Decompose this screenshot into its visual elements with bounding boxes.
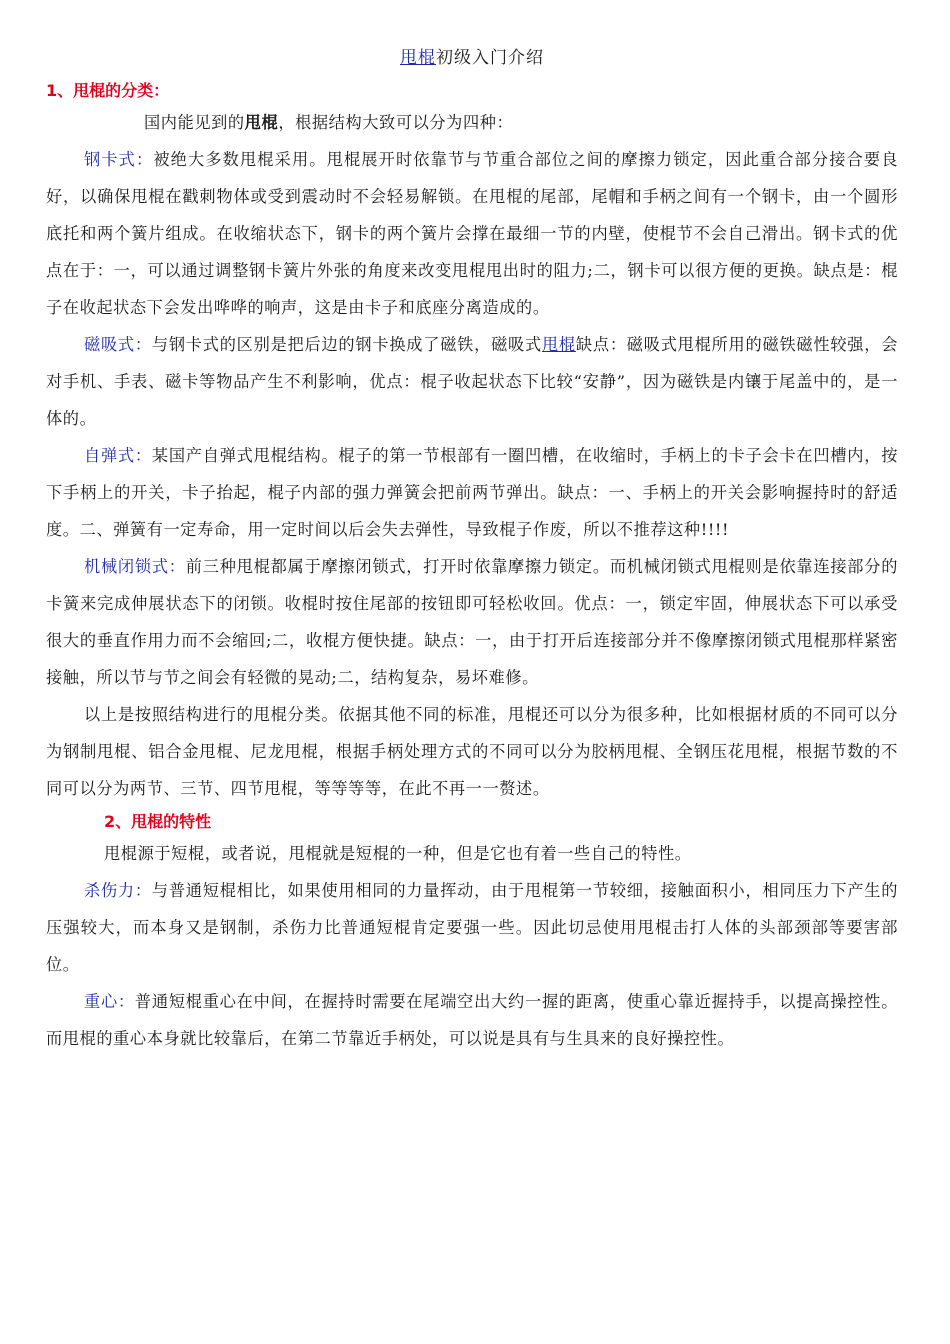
magnetic-link[interactable]: 甩棍 [541, 335, 576, 354]
magnetic-text-a: 与钢卡式的区别是把后边的钢卡换成了磁铁，磁吸式 [151, 335, 542, 354]
paragraph-spring [46, 437, 898, 548]
term-lethality: 杀伤力： [84, 881, 152, 900]
title-text: 初级入门介绍 [436, 48, 544, 68]
term-magnetic: 磁吸式： [84, 335, 152, 354]
paragraph-magnetic [46, 326, 898, 437]
intro-text-a: 国内能见到的 [144, 113, 245, 132]
term-gravity: 重心： [84, 992, 135, 1011]
section-2-heading: 2、甩棍的特性 [104, 812, 212, 831]
section-2-intro: 甩棍源于短棍，或者说，甩棍就是短棍的一种，但是它也有着一些自己的特性。 [104, 844, 692, 863]
spring-text: 某国产自弹式甩棍结构。棍子的第一节根部有一圈凹槽，在收缩时，手柄上的卡子会卡在凹槽内，按下手柄上的开关，卡子抬起，棍子内部的强力弹簧会把前两节弹出。缺点：一、手柄上的开关会影响握持时的舒适度。二、弹簧有一定寿命，用一定时间以后会失去弹性，导致棍子作废，所以不推荐这种!!!! [46, 446, 898, 539]
mechanical-text: 前三种甩棍都属于摩擦闭锁式，打开时依靠摩擦力锁定。而机械闭锁式甩棍则是依靠连接部分的卡簧来完成伸展状态下的闭锁。收棍时按住尾部的按钮即可轻松收回。优点：一，锁定牢固，伸展状态下可以承受很大的垂直作用力而不会缩回;二，收棍方便快捷。缺点：一，由于打开后连接部分并不像摩擦闭锁式甩棍那样紧密接触，所以节与节之间会有轻微的晃动;二，结构复杂，易坏难修。 [46, 557, 898, 687]
gravity-text: 普通短棍重心在中间，在握持时需要在尾端空出大约一握的距离，使重心靠近握持手，以提高操控性。而甩棍的重心本身就比较靠后，在第二节靠近手柄处，可以说是具有与生具来的良好操控性。 [46, 992, 898, 1048]
section-1-heading: 1、甩棍的分类： [46, 81, 170, 100]
intro-bold-term: 甩棍 [244, 113, 279, 132]
section-1-intro [46, 104, 898, 141]
paragraph-summary: 以上是按照结构进行的甩棍分类。依据其他不同的标准，甩棍还可以分为很多种，比如根据材质的不同可以分为钢制甩棍、铝合金甩棍、尼龙甩棍，根据手柄处理方式的不同可以分为胶柄甩棍、全钢压花甩棍，根据节数的不同可以分为两节、三节、四节甩棍，等等等等，在此不再一一赘述。 [46, 705, 898, 798]
document-title [46, 46, 898, 70]
title-link[interactable]: 甩棍 [400, 48, 436, 68]
paragraph-gravity [46, 983, 898, 1057]
paragraph-lethality [46, 872, 898, 983]
lethality-text: 与普通短棍相比，如果使用相同的力量挥动，由于甩棍第一节较细，接触面积小，相同压力下产生的压强较大，而本身又是钢制，杀伤力比普通短棍肯定要强一些。因此切忌使用甩棍击打人体的头部颈部等要害部位。 [46, 881, 898, 974]
steel-clip-text: 被绝大多数甩棍采用。甩棍展开时依靠节与节重合部位之间的摩擦力锁定，因此重合部分接合要良好，以确保甩棍在戳刺物体或受到震动时不会轻易解锁。在甩棍的尾部，尾帽和手柄之间有一个钢卡，由一个圆形底托和两个簧片组成。在收缩状态下，钢卡的两个簧片会撑在最细一节的内壁，使棍节不会自己滑出。钢卡式的优点在于：一，可以通过调整钢卡簧片外张的角度来改变甩棍甩出时的阻力;二，钢卡可以很方便的更换。缺点是：棍子在收起状态下会发出哗哗的响声，这是由卡子和底座分离造成的。 [46, 150, 898, 317]
intro-text-b: ，根据结构大致可以分为四种： [278, 113, 514, 132]
term-spring: 自弹式： [84, 446, 152, 465]
paragraph-mechanical [46, 548, 898, 696]
paragraph-steel-clip [46, 141, 898, 326]
magnetic-text-b: 缺点：磁吸式甩棍所用的磁铁磁性较强，会对手机、手表、磁卡等物品产生不利影响，优点：棍子收起状态下比较“安静”，因为磁铁是内镶于尾盖中的，是一体的。 [46, 335, 898, 428]
term-mechanical: 机械闭锁式： [84, 557, 186, 576]
term-steel-clip: 钢卡式： [84, 150, 154, 169]
